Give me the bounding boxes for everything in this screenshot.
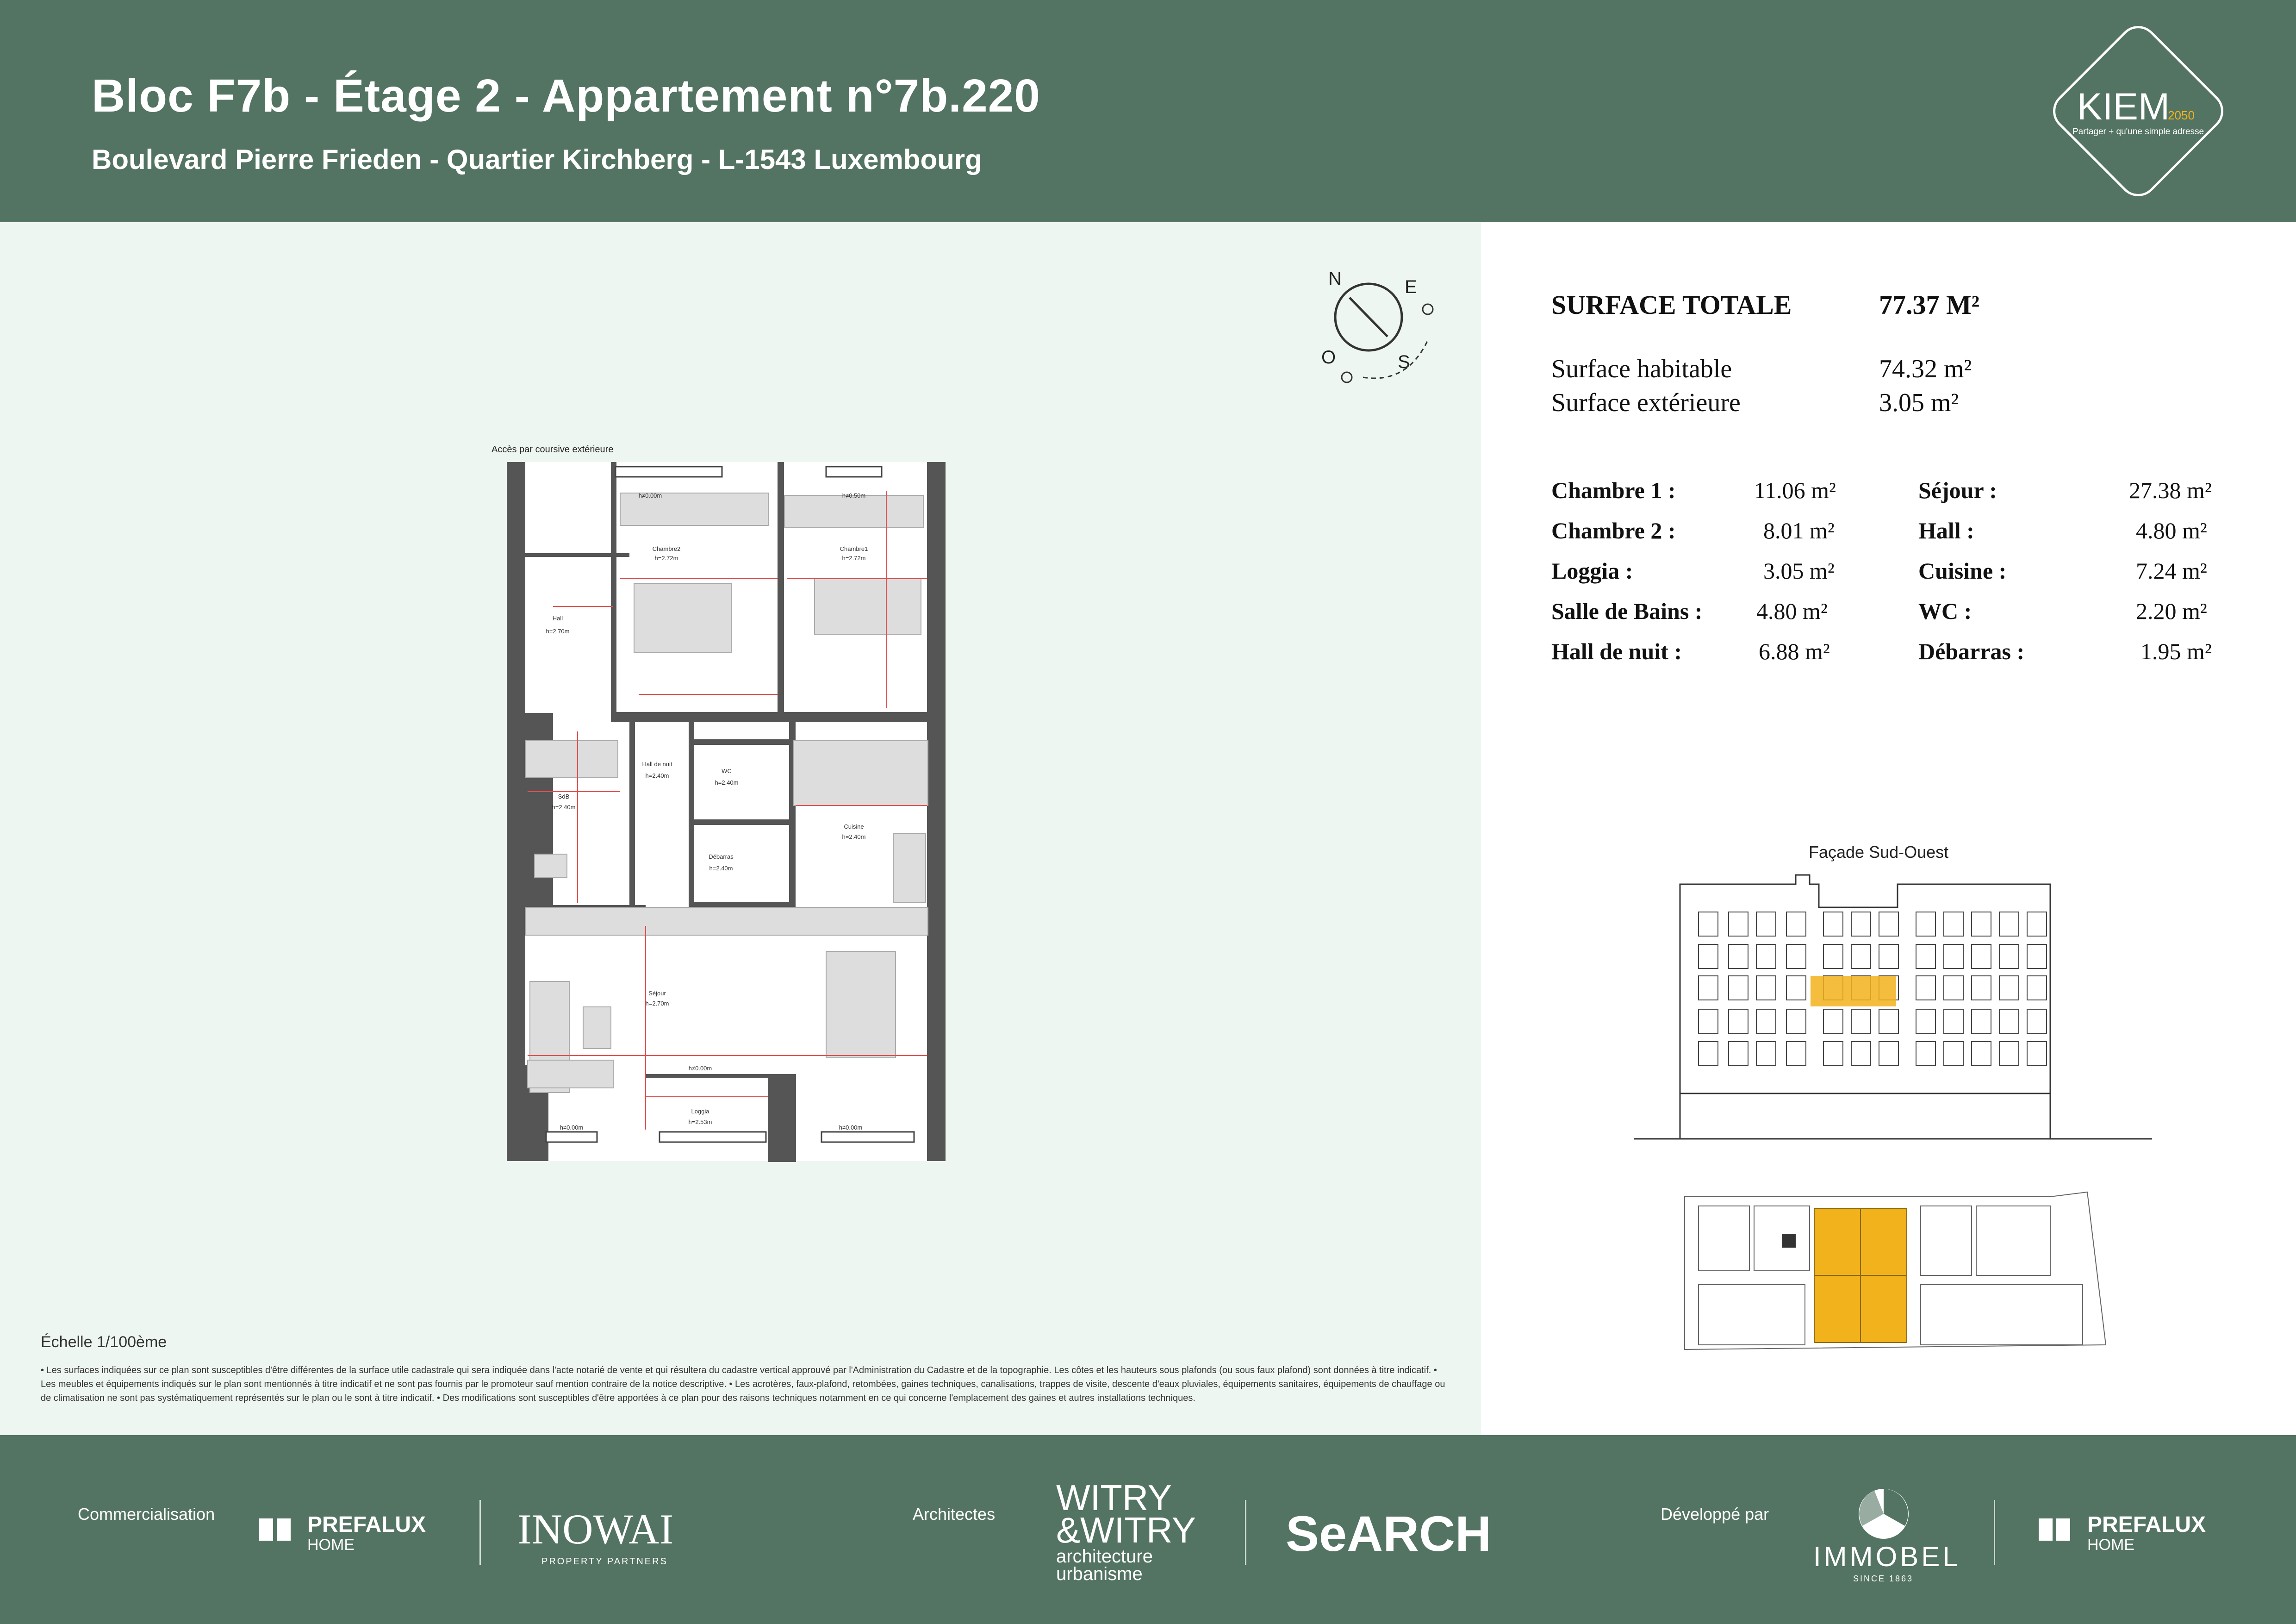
surface-total-label: SURFACE TOTALE bbox=[1551, 290, 1792, 320]
facade-window bbox=[1851, 1042, 1871, 1066]
surface-habitable-value: 74.32 m² bbox=[1879, 355, 1972, 383]
facade-window bbox=[1916, 912, 1935, 936]
facade-window bbox=[1756, 944, 1776, 968]
svg-text:Chambre1: Chambre1 bbox=[840, 545, 868, 552]
facade-window bbox=[1999, 1009, 2019, 1033]
facade-window bbox=[1699, 944, 1718, 968]
immobel-icon bbox=[1856, 1486, 1911, 1542]
facade-window bbox=[2027, 1042, 2047, 1066]
facade-window bbox=[1944, 1042, 1963, 1066]
facade-window bbox=[2027, 944, 2047, 968]
facade-window bbox=[1729, 1042, 1748, 1066]
footer-divider bbox=[1994, 1500, 1995, 1565]
prefalux-home: HOME bbox=[2087, 1536, 2134, 1554]
facade-window bbox=[1879, 1042, 1898, 1066]
page-address: Boulevard Pierre Frieden - Quartier Kirchberg - L-1543 Luxembourg bbox=[92, 144, 982, 175]
svg-text:h=2.70m: h=2.70m bbox=[645, 1000, 669, 1007]
svg-text:h=2.72m: h=2.72m bbox=[654, 555, 678, 562]
room-surface-label: Hall de nuit : bbox=[1551, 638, 1682, 664]
room-surface-value: 7.24 m² bbox=[2136, 558, 2207, 584]
svg-text:Séjour: Séjour bbox=[648, 990, 666, 997]
svg-text:h=2.70m: h=2.70m bbox=[546, 628, 570, 635]
facade-window bbox=[1972, 912, 1991, 936]
compass-e: E bbox=[1405, 277, 1417, 297]
svg-text:h≠0.00m: h≠0.00m bbox=[560, 1124, 584, 1131]
svg-text:WC: WC bbox=[722, 768, 732, 775]
svg-text:h≠0.00m: h≠0.00m bbox=[839, 1124, 863, 1131]
facade-window bbox=[1879, 1009, 1898, 1033]
facade-window bbox=[1916, 1009, 1935, 1033]
facade-window bbox=[1786, 912, 1806, 936]
kiem-logo-year: 2050 bbox=[2168, 108, 2195, 122]
compass-s: S bbox=[1398, 352, 1410, 372]
facade-window bbox=[1699, 912, 1718, 936]
facade-window bbox=[1756, 912, 1776, 936]
room-surface-value: 2.20 m² bbox=[2136, 598, 2207, 624]
prefalux-name: PREFALUX bbox=[307, 1512, 426, 1537]
footer-divider bbox=[1245, 1500, 1246, 1565]
facade-window bbox=[1786, 944, 1806, 968]
facade-window bbox=[1944, 1009, 1963, 1033]
facade-window bbox=[1786, 1042, 1806, 1066]
kiem-logo bbox=[2046, 19, 2231, 204]
room-surface-value: 1.95 m² bbox=[2140, 638, 2212, 664]
facade-window bbox=[1756, 976, 1776, 1000]
facade-window bbox=[1823, 944, 1843, 968]
svg-text:Cuisine: Cuisine bbox=[844, 823, 864, 830]
facade-window bbox=[2027, 912, 2047, 936]
room-surface-value: 4.80 m² bbox=[2136, 518, 2207, 543]
svg-text:h=2.53m: h=2.53m bbox=[688, 1118, 712, 1125]
developpe-label: Développé par bbox=[1661, 1505, 1769, 1524]
facade-window bbox=[1729, 976, 1748, 1000]
footer-divider bbox=[479, 1500, 481, 1565]
svg-text:h=2.40m: h=2.40m bbox=[715, 779, 739, 786]
facade-window bbox=[1699, 976, 1718, 1000]
sun-icon bbox=[1342, 372, 1352, 382]
facade-window bbox=[1944, 976, 1963, 1000]
facade-window bbox=[1756, 1042, 1776, 1066]
facade-window bbox=[1823, 1042, 1843, 1066]
compass-o: O bbox=[1321, 347, 1336, 368]
svg-text:SdB: SdB bbox=[558, 793, 570, 800]
svg-text:Hall de nuit: Hall de nuit bbox=[642, 761, 672, 768]
room-surface-label: Loggia : bbox=[1551, 558, 1633, 584]
facade-window bbox=[1972, 976, 1991, 1000]
facade-title: Façade Sud-Ouest bbox=[1809, 843, 1949, 862]
facade-window bbox=[1916, 976, 1935, 1000]
facade-window bbox=[1879, 912, 1898, 936]
svg-text:h=2.40m: h=2.40m bbox=[842, 833, 866, 840]
facade-window bbox=[1972, 944, 1991, 968]
search-logo: SeARCH bbox=[1286, 1505, 1492, 1562]
facade-window bbox=[1999, 1042, 2019, 1066]
access-label: Accès par coursive extérieure bbox=[492, 444, 614, 455]
room-surface-value: 4.80 m² bbox=[1756, 598, 1828, 624]
svg-text:h≠0.00m: h≠0.00m bbox=[688, 1065, 712, 1072]
facade-window bbox=[1786, 976, 1806, 1000]
facade-window bbox=[1916, 944, 1935, 968]
compass-icon bbox=[1321, 269, 1433, 382]
facade-window bbox=[1916, 1042, 1935, 1066]
facade-window bbox=[1972, 1042, 1991, 1066]
prefalux-home: HOME bbox=[307, 1536, 355, 1554]
room-surface-value: 3.05 m² bbox=[1763, 558, 1835, 584]
scale-label: Échelle 1/100ème bbox=[41, 1333, 167, 1351]
svg-text:Loggia: Loggia bbox=[691, 1108, 709, 1115]
facade-window bbox=[1729, 912, 1748, 936]
facade-window bbox=[1999, 976, 2019, 1000]
facade-window bbox=[1699, 1009, 1718, 1033]
svg-text:Hall: Hall bbox=[552, 615, 563, 622]
key-plan bbox=[1671, 1178, 2115, 1354]
svg-text:Débarras: Débarras bbox=[709, 853, 734, 860]
sun-icon bbox=[1423, 304, 1433, 314]
immobel-name: IMMOBEL bbox=[1813, 1541, 1961, 1572]
footer-bar bbox=[0, 1435, 2296, 1624]
facade-window bbox=[1851, 912, 1871, 936]
svg-text:h=2.40m: h=2.40m bbox=[552, 804, 576, 811]
inowai-sub: PROPERTY PARTNERS bbox=[541, 1556, 668, 1567]
facade-window bbox=[1944, 912, 1963, 936]
facade-window bbox=[1999, 912, 2019, 936]
room-surface-value: 6.88 m² bbox=[1759, 638, 1830, 664]
facade-window bbox=[1972, 1009, 1991, 1033]
facade-window bbox=[1944, 944, 1963, 968]
room-surface-label: Hall : bbox=[1918, 518, 1974, 543]
kiem-logo-name: KIEM bbox=[2077, 86, 2170, 128]
facade-window bbox=[1786, 1009, 1806, 1033]
prefalux-name: PREFALUX bbox=[2087, 1512, 2206, 1537]
commercialisation-label: Commercialisation bbox=[78, 1505, 215, 1524]
facade-window bbox=[1729, 1009, 1748, 1033]
room-surface-label: Chambre 2 : bbox=[1551, 518, 1676, 543]
facade-window bbox=[1756, 1009, 1776, 1033]
compass-n: N bbox=[1328, 269, 1342, 289]
facade-window bbox=[1729, 944, 1748, 968]
surface-total-value: 77.37 M² bbox=[1879, 290, 1980, 320]
page-title: Bloc F7b - Étage 2 - Appartement n°7b.220 bbox=[92, 70, 1040, 122]
witry-line3: architecture bbox=[1056, 1546, 1153, 1567]
facade-window bbox=[1699, 1042, 1718, 1066]
svg-text:h=2.40m: h=2.40m bbox=[709, 865, 733, 872]
room-surface-label: Séjour : bbox=[1918, 477, 1997, 503]
facade-elevation bbox=[1620, 870, 2157, 1148]
room-surface-label: Chambre 1 : bbox=[1551, 477, 1676, 503]
disclaimer-text: • Les surfaces indiquées sur ce plan sont susceptibles d'être différentes de la surface utile cadastrale qui sera indiquée dans l'acte notarié de vente et qui résultera du cadastre vertical approuvé par l'Administration du Cadastre et de la topographie. Les côtes et les hauteurs sous plafonds (ou sous faux plafond) sont données à titre indicatif. • Les meubles et équipements indiqués sur le plan sont mentionnés à titre indicatif et ne sont pas fournis par le promoteur sauf mention contraire de la notice descriptive. • Les acrotères, faux-plafond, retombées, gaines techniques, canalisations, trappes de visite, descente d'eaux pluviales, équipements sanitaires, équipements de chauffage ou de climatisation ne sont pas systématiquement représentés sur le plan ou le sont à titre indicatif. • Des modifications sont susceptibles d'être apportées à ce plan pour des raisons techniques notamment en ce qui concerne l'emplacement des gaines et autres installations techniques. bbox=[41, 1365, 1445, 1403]
svg-text:h≠0.50m: h≠0.50m bbox=[842, 492, 866, 499]
kiem-logo-tagline: Partager + qu'une simple adresse bbox=[2072, 127, 2204, 137]
facade-window bbox=[1851, 944, 1871, 968]
surface-exterieure-value: 3.05 m² bbox=[1879, 388, 1959, 417]
facade-window bbox=[1823, 1009, 1843, 1033]
room-surface-label: WC : bbox=[1918, 598, 1972, 624]
immobel-sub: SINCE 1863 bbox=[1853, 1574, 1914, 1583]
facade-window bbox=[1999, 944, 2019, 968]
room-surface-label: Débarras : bbox=[1918, 638, 2025, 664]
facade-window bbox=[1879, 944, 1898, 968]
svg-text:h=2.72m: h=2.72m bbox=[842, 555, 866, 562]
facade-window bbox=[1851, 1009, 1871, 1033]
room-surface-value: 27.38 m² bbox=[2129, 477, 2212, 503]
svg-text:h≠0.00m: h≠0.00m bbox=[638, 492, 662, 499]
svg-text:Chambre2: Chambre2 bbox=[652, 545, 681, 552]
room-surface-label: Cuisine : bbox=[1918, 558, 2007, 584]
facade-window bbox=[2027, 1009, 2047, 1033]
inowai-name: INOWAI bbox=[517, 1505, 674, 1553]
surface-exterieure-label: Surface extérieure bbox=[1551, 388, 1741, 417]
witry-line2: &WITRY bbox=[1056, 1510, 1196, 1550]
surface-habitable-label: Surface habitable bbox=[1551, 355, 1732, 383]
facade-window bbox=[1823, 912, 1843, 936]
witry-line4: urbanisme bbox=[1056, 1564, 1143, 1584]
facade-window bbox=[2027, 976, 2047, 1000]
svg-text:h=2.40m: h=2.40m bbox=[645, 772, 669, 779]
room-surface-value: 8.01 m² bbox=[1763, 518, 1835, 543]
room-surface-value: 11.06 m² bbox=[1754, 477, 1836, 503]
facade-apartment-highlight bbox=[1811, 976, 1896, 1006]
architectes-label: Architectes bbox=[913, 1505, 996, 1524]
witry-line1: WITRY bbox=[1056, 1477, 1172, 1518]
room-surface-label: Salle de Bains : bbox=[1551, 598, 1703, 624]
